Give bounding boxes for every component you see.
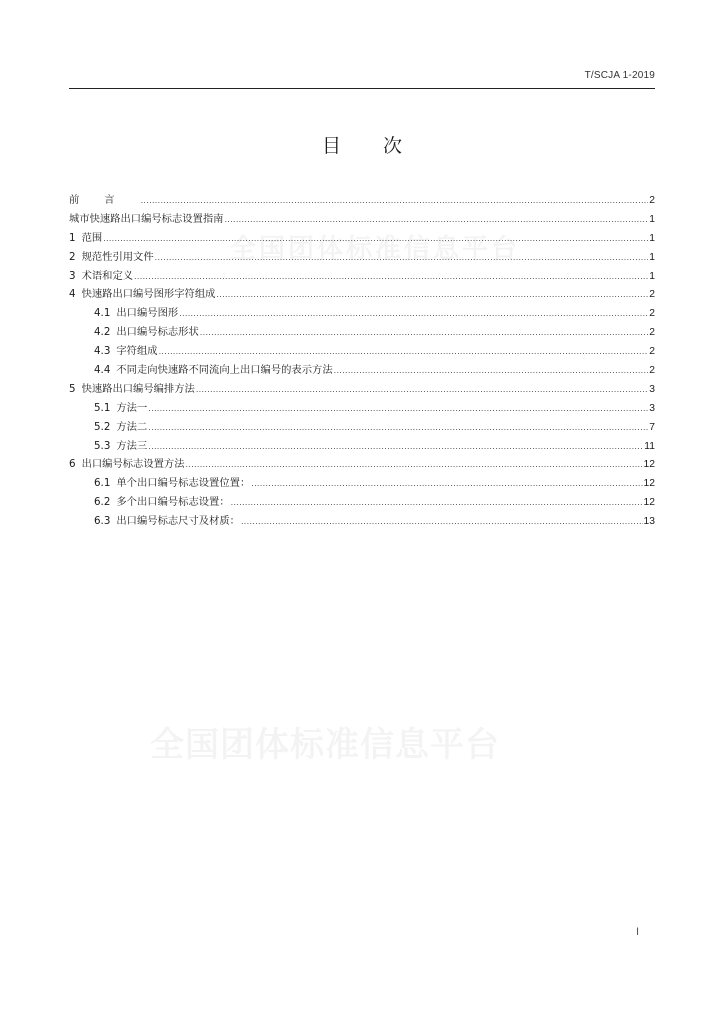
toc-entry-text: 出口编号图形 — [116, 307, 179, 320]
toc-entry-number: 5 — [69, 382, 76, 395]
document-code: T/SCJA 1-2019 — [584, 70, 655, 81]
toc-entry-number: 5.1 — [94, 401, 111, 414]
toc-entry-text: 范围 — [81, 231, 103, 244]
toc-entry-number: 4 — [69, 288, 76, 301]
toc-entry-page: 12 — [643, 459, 655, 471]
toc-entry-label — [94, 437, 147, 456]
toc-entry-number: 4.2 — [94, 326, 111, 339]
toc-entry-number: 6.2 — [94, 496, 111, 509]
toc-entry-number: 6.1 — [94, 477, 111, 490]
toc-entry[interactable] — [69, 512, 655, 531]
toc-entry-page: 2 — [649, 327, 655, 339]
toc-entry-label — [94, 323, 199, 342]
toc-entry-text: 快速路出口编号图形字符组成 — [81, 288, 216, 301]
toc-entry[interactable] — [69, 474, 655, 493]
toc-entry-label — [69, 191, 140, 210]
toc-dot-leader — [231, 494, 643, 513]
toc-dot-leader — [200, 324, 649, 343]
toc-dot-leader — [134, 268, 648, 287]
toc-entry-page: 2 — [649, 365, 655, 377]
toc-dot-leader — [251, 475, 642, 494]
toc-entry-label — [69, 248, 154, 267]
toc-entry-text: 快速路出口编号编排方法 — [81, 382, 195, 395]
header-divider — [69, 88, 655, 89]
toc-entry[interactable] — [69, 323, 655, 342]
toc-entry-text: 规范性引用文件 — [81, 250, 154, 263]
toc-dot-leader — [216, 286, 648, 305]
toc-entry-number: 2 — [69, 250, 76, 263]
toc-dot-leader — [155, 249, 649, 268]
toc-entry[interactable] — [69, 418, 655, 437]
toc-entry[interactable] — [69, 285, 655, 304]
toc-entry-text: 方法一 — [116, 401, 148, 414]
toc-dot-leader — [186, 456, 643, 475]
toc-entry-page: 2 — [649, 308, 655, 320]
toc-entry[interactable] — [69, 304, 655, 323]
toc-entry-page: 1 — [649, 270, 655, 282]
toc-entry-label — [69, 210, 223, 229]
toc-entry-text: 不同走向快速路不同流向上出口编号的表示方法 — [116, 364, 333, 377]
toc-entry-label — [69, 267, 133, 286]
toc-entry-number: 4.1 — [94, 307, 111, 320]
toc-entry-page: 1 — [649, 213, 655, 225]
toc-entry-label — [69, 229, 102, 248]
toc-entry-page: 2 — [649, 346, 655, 358]
toc-entry-label — [69, 455, 185, 474]
toc-entry[interactable] — [69, 437, 655, 456]
toc-dot-leader — [224, 211, 648, 230]
toc-entry-text: 字符组成 — [116, 345, 158, 358]
toc-entry-text: 多个出口编号标志设置： — [116, 496, 230, 509]
toc-entry-text: 前言 — [69, 194, 140, 206]
toc-entry-label — [94, 342, 158, 361]
toc-entry-label — [69, 285, 215, 304]
toc-dot-leader — [148, 419, 648, 438]
toc-entry-text: 方法二 — [116, 420, 148, 433]
toc-entry-number: 6 — [69, 458, 76, 471]
toc-entry-page: 12 — [643, 497, 655, 509]
toc-entry[interactable] — [69, 493, 655, 512]
toc-entry[interactable] — [69, 361, 655, 380]
toc-entry-page: 2 — [649, 195, 655, 206]
toc-entry[interactable] — [69, 342, 655, 361]
toc-dot-leader — [179, 305, 648, 324]
toc-entry-text: 出口编号标志尺寸及材质： — [116, 515, 240, 528]
toc-entry-number: 5.3 — [94, 439, 111, 452]
toc-entry[interactable] — [69, 455, 655, 474]
toc-entry-page: 3 — [649, 402, 655, 414]
toc-entry[interactable] — [69, 229, 655, 248]
toc-entry[interactable] — [69, 210, 655, 229]
watermark — [150, 717, 500, 766]
toc-entry-number: 4.3 — [94, 345, 111, 358]
toc-dot-leader — [196, 381, 648, 400]
toc-entry[interactable] — [69, 399, 655, 418]
toc-dot-leader — [334, 362, 649, 381]
toc-entry-label — [94, 493, 230, 512]
toc-entry-text: 城市快速路出口编号标志设置指南 — [69, 212, 224, 225]
toc-entry-number: 4.4 — [94, 364, 111, 377]
toc-entry-page: 7 — [649, 421, 655, 433]
toc-entry-label — [94, 304, 178, 323]
toc-entry-number: 1 — [69, 231, 76, 244]
toc-entry-page: 2 — [649, 289, 655, 301]
toc-entry-text: 出口编号标志形状 — [116, 326, 199, 339]
toc-entry-page: 11 — [644, 440, 655, 452]
toc-entry-text: 术语和定义 — [81, 269, 134, 282]
toc-dot-leader — [241, 513, 643, 532]
toc-title: 目 次 — [321, 135, 421, 157]
table-of-contents — [69, 191, 655, 531]
toc-entry-text: 单个出口编号标志设置位置： — [116, 477, 251, 490]
toc-entry-page: 3 — [649, 383, 655, 395]
toc-entry-label — [94, 512, 240, 531]
toc-entry-page: 1 — [649, 232, 655, 244]
toc-dot-leader — [148, 400, 648, 419]
toc-dot-leader — [103, 230, 648, 249]
toc-entry-label — [69, 380, 195, 399]
toc-entry[interactable] — [69, 267, 655, 286]
toc-entry-page: 1 — [649, 251, 655, 263]
toc-entry-label — [94, 399, 147, 418]
toc-entry-number: 3 — [69, 269, 76, 282]
toc-entry-text: 方法三 — [116, 439, 148, 452]
page-number: I — [635, 926, 639, 938]
toc-entry-page: 12 — [643, 478, 655, 490]
toc-entry-label — [94, 418, 147, 437]
toc-entry[interactable] — [69, 191, 655, 210]
toc-entry-label — [94, 361, 333, 380]
toc-dot-leader — [141, 192, 649, 211]
toc-entry-number: 6.3 — [94, 515, 111, 528]
toc-dot-leader — [148, 438, 643, 457]
toc-dot-leader — [159, 343, 649, 362]
toc-entry-number: 5.2 — [94, 420, 111, 433]
toc-entry-label — [94, 474, 250, 493]
toc-entry-page: 13 — [643, 516, 655, 528]
toc-entry[interactable] — [69, 248, 655, 267]
toc-entry-text: 出口编号标志设置方法 — [81, 458, 185, 471]
toc-entry[interactable] — [69, 380, 655, 399]
